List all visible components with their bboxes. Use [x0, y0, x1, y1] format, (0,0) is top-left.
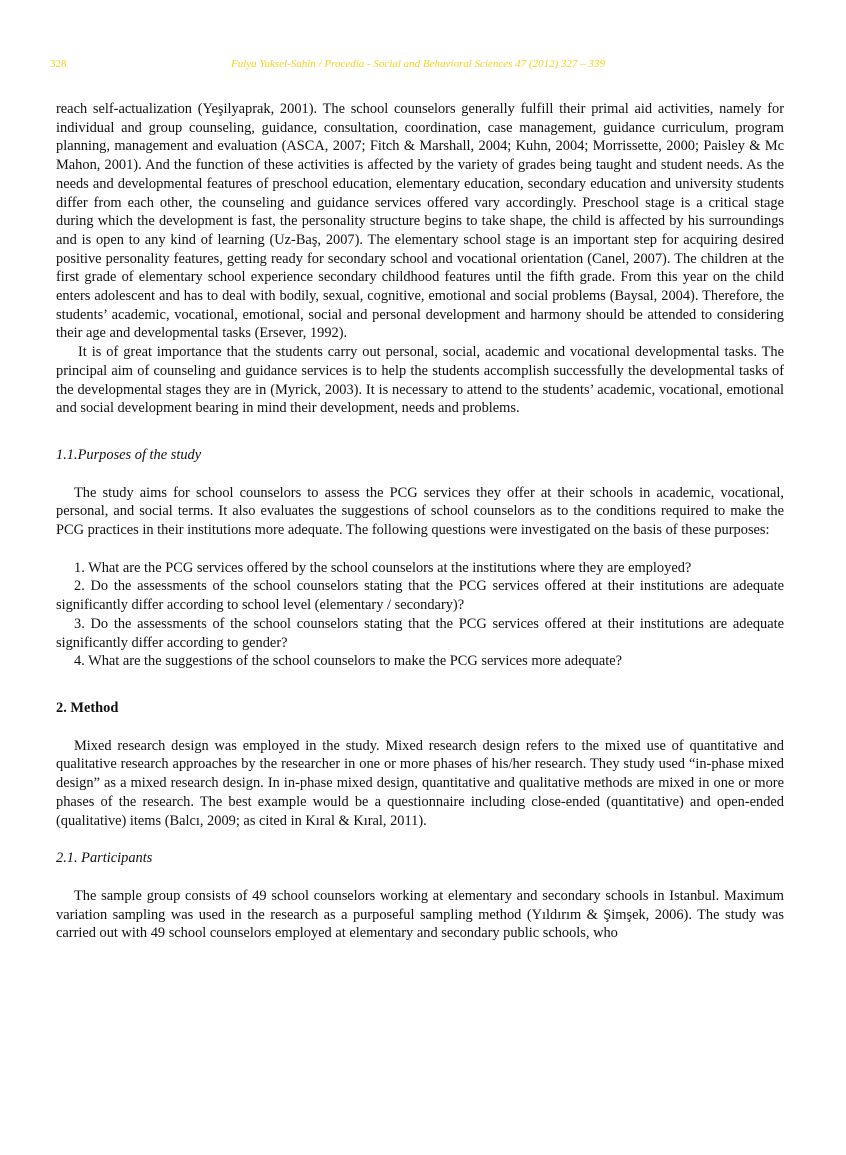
paragraph-method: Mixed research design was employed in the study. Mixed research design refers to the mixed use of quantitative and qualitative research approaches by the researcher in one or more phases of his/her research. They study used “in-phase mixed design” as a mixed research design. In in-phase mixed design, quantitative and qualitative methods are mixed in one or more phases of the research. The best example would be a questionnaire including close-ended (quantitative) and open-ended (qualitative) items (Balcı, 2009; as cited in Kıral & Kıral, 2011).: [56, 737, 784, 829]
paragraph-purposes: The study aims for school counselors to assess the PCG services they offer at their schools in academic, vocational, personal, and social terms. It also evaluates the suggestions of school counselors as to the conditions required to make the PCG practices in their institutions more adequate. The following questions were investigated on the basis of these purposes:: [56, 484, 784, 539]
research-question-3: 3. Do the assessments of the school counselors stating that the PCG services offered at their institutions are adequate significantly differ according to gender?: [56, 615, 784, 651]
research-question-2: 2. Do the assessments of the school counselors stating that the PCG services offered at their institutions are adequate significantly differ according to school level (elementary / secondary)?: [56, 578, 784, 614]
research-question-4: 4. What are the suggestions of the school counselors to make the PCG services more adequate?: [74, 653, 623, 670]
paragraph-participants: The sample group consists of 49 school counselors working at elementary and secondary schools in Istanbul. Maximum variation sampling was used in the research as a purposeful sampling method (Yıldırım & Şimşek, 2006). The study was carried out with 49 school counselors employed at elementary and secondary public schools, who: [56, 887, 784, 942]
paragraph-self-actualization: reach self-actualization (Yeşilyaprak, 2001). The school counselors generally fulfill their primal aid activities, namely for individual and group counseling, guidance, consultation, coordination, case management, guidance curriculum, program planning, management and evaluation (ASCA, 2007; Fitch & Marshall, 2004; Kuhn, 2004; Morrissette, 2000; Paisley & Mc Mahon, 2001). And the function of these activities is affected by the variety of grades being taught and student needs. As the needs and developmental features of preschool education, elementary education, secondary education and university students differ from each other, the counseling and guidance services offered vary accordingly. Preschool stage is a critical stage during which the development is fast, the personality structure begins to take shape, the child is affected by his surroundings and is open to any kind of learning (Uz-Baş, 2007). The elementary school stage is an important step for acquiring desired positive personality features, getting ready for secondary school and vocational orientation (Canel, 2007). The children at the first grade of elementary school experience secondary childhood features until the fifth grade. From this year on the child enters adolescent and has to deal with bodily, sexual, cognitive, emotional and social problems (Baysal, 2004). Therefore, the students’ academic, vocational, emotional, social and personal development and harmony should be attended to considering their age and developmental tasks (Ersever, 1992).: [56, 101, 784, 342]
page-number: 328: [50, 58, 67, 70]
journal-citation: Fulya Yuksel-Sahin / Procedia - Social and Behavioral Sciences 47 (2012) 327 – 339: [230, 58, 606, 70]
section-heading-method: 2. Method: [56, 699, 119, 716]
article-body: [56, 100, 784, 943]
paragraph-developmental-tasks: It is of great importance that the students carry out personal, social, academic and vocational developmental tasks. The principal aim of counseling and guidance services is to help the students accomplish successfully the developmental tasks of the developmental stages they are in (Myrick, 2003). It is necessary to attend to the students’ academic, vocational, emotional and social development bearing in mind their development, needs and problems.: [56, 344, 784, 417]
running-header: [50, 58, 786, 74]
section-heading-purposes: 1.1.Purposes of the study: [56, 446, 202, 463]
section-heading-participants: 2.1. Participants: [56, 850, 153, 867]
research-question-1: 1. What are the PCG services offered by the school counselors at the institutions where they are employed?: [74, 559, 692, 576]
